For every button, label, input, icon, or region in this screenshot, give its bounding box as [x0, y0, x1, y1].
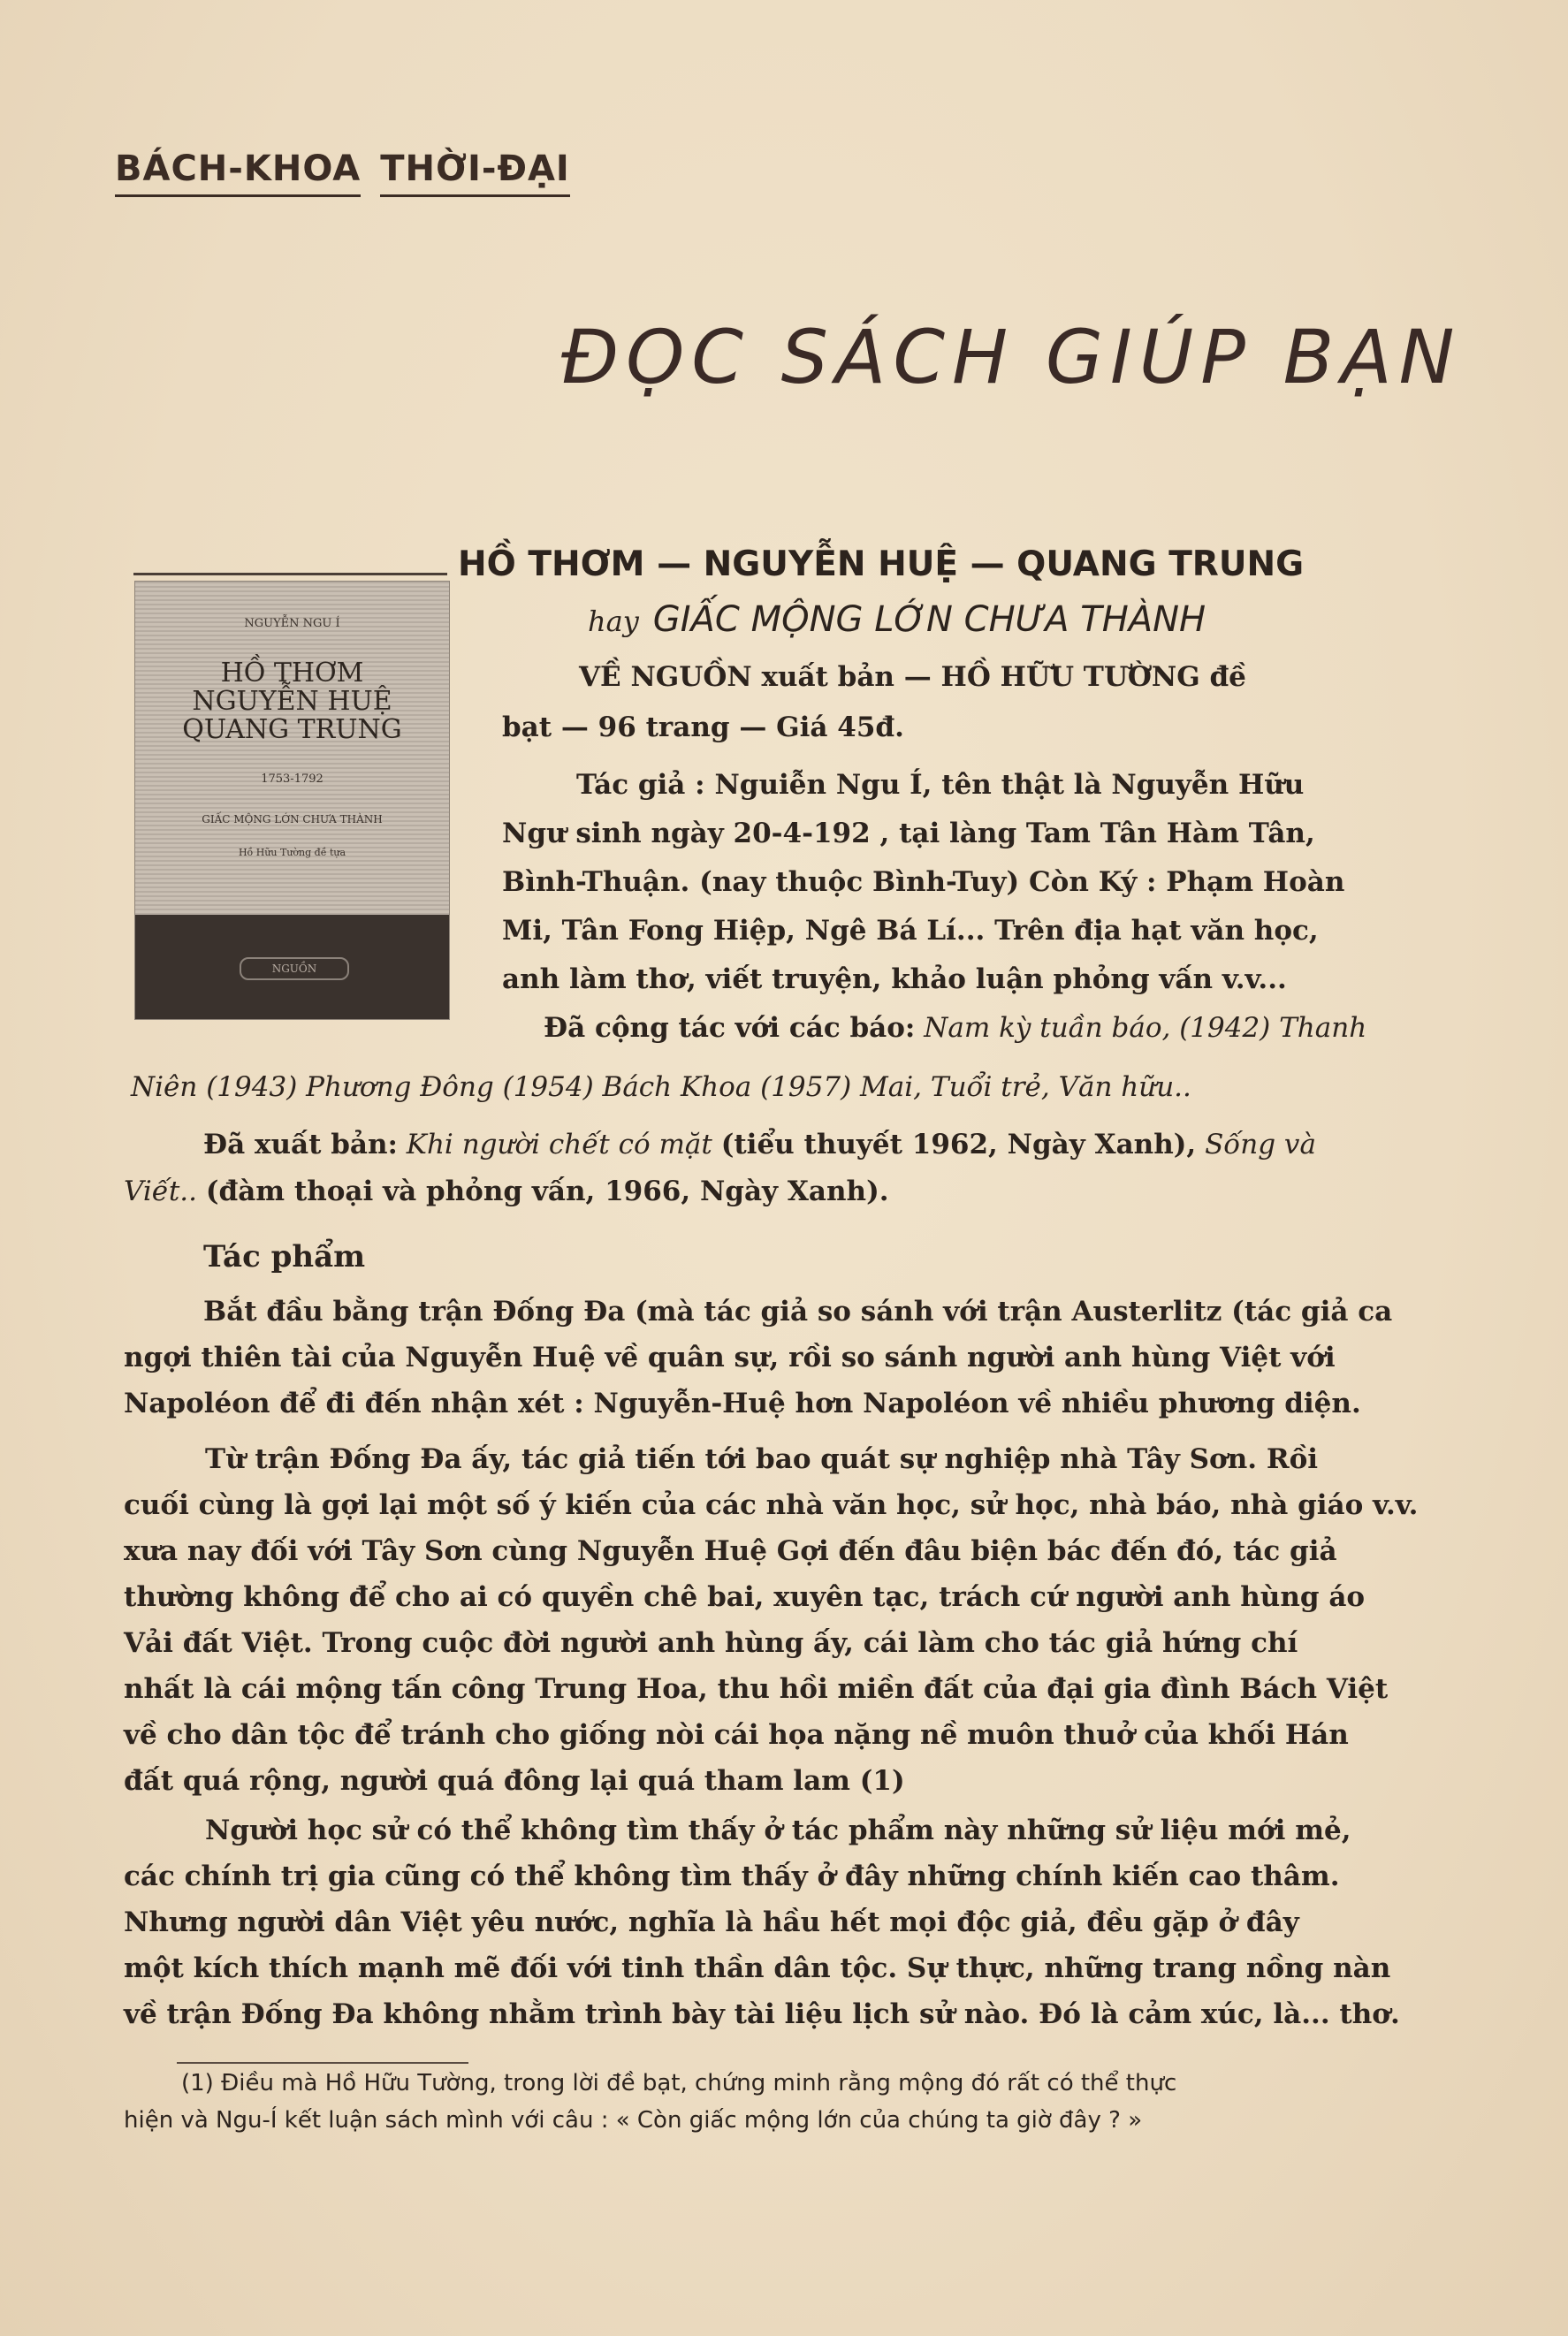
collab-papers: Nam kỳ tuần báo, (1942) Thanh: [924, 1012, 1367, 1044]
book-title: HỒ THƠM — NGUYỄN HUỆ — QUANG TRUNG: [458, 544, 1305, 584]
body-line: về trận Đống Đa không nhằm trình bày tài liệu lịch sử nào. Đó là cảm xúc, là... thơ.: [124, 1998, 1400, 2030]
body-line: nhất là cái mộng tấn công Trung Hoa, thu hồi miền đất của đại gia đình Bách Việt: [124, 1673, 1389, 1705]
cover-title-line: HỒ THƠM: [220, 658, 364, 689]
collab-line: [544, 1012, 1366, 1044]
body-line: Napoléon để đi đến nhận xét : Nguyễn-Huệ hơn Napoléon về nhiều phương diện.: [124, 1388, 1361, 1419]
book-subtitle-text: GIẤC MỘNG LỚN CHƯA THÀNH: [652, 599, 1206, 640]
published-note-2: (đàm thoại và phỏng vấn, 1966, Ngày Xanh).: [205, 1176, 889, 1207]
body-line: xưa nay đối với Tây Sơn cùng Nguyễn Huệ Gợi đến đâu biện bác đến đó, tác giả: [124, 1535, 1337, 1567]
body-line: cuối cùng là gợi lại một số ý kiến của các nhà văn học, sử học, nhà báo, nhà giáo v.v.: [124, 1489, 1419, 1521]
body-line: về cho dân tộc để tránh cho giống nòi cái họa nặng nề muôn thuở của khối Hán: [124, 1719, 1349, 1751]
book-cover-image: [134, 581, 450, 1020]
author-line: Ngư sinh ngày 20-4-192 , tại làng Tam Tân Hàm Tân,: [502, 818, 1315, 849]
published-work-1: Khi người chết có mặt: [406, 1129, 712, 1160]
cover-title: [135, 659, 449, 744]
cover-years: 1753-1792: [261, 772, 323, 786]
cover-subtitle: GIẤC MỘNG LỚN CHƯA THÀNH: [202, 813, 383, 826]
published-work-2-cont: Viết..: [124, 1176, 197, 1207]
author-line: Bình-Thuận. (nay thuộc Bình-Tuy) Còn Ký : Phạm Hoàn: [502, 866, 1345, 898]
cover-title-line: QUANG TRUNG: [182, 714, 402, 745]
cover-preface: Hồ Hữu Tường đề tựa: [238, 847, 346, 858]
section-title: ĐỌC SÁCH GIÚP BẠN: [561, 314, 1462, 400]
masthead-left: BÁCH-KHOA: [115, 148, 361, 197]
masthead-right: THỜI-ĐẠI: [380, 148, 570, 197]
body-line: ngợi thiên tài của Nguyễn Huệ về quân sự, rồi so sánh người anh hùng Việt với: [124, 1342, 1336, 1373]
masthead: [115, 148, 570, 197]
footnote-rule: [177, 2062, 468, 2064]
author-line: anh làm thơ, viết truyện, khảo luận phỏng vấn v.v...: [502, 963, 1287, 995]
cover-band: [135, 915, 449, 1019]
body-line: các chính trị gia cũng có thể không tìm thấy ở đây những chính kiến cao thâm.: [124, 1860, 1340, 1892]
book-subtitle-hay: hay: [588, 605, 639, 638]
body-line: Từ trận Đống Đa ấy, tác giả tiến tới bao quát sự nghiệp nhà Tây Sơn. Rồi: [205, 1443, 1319, 1475]
body-line: Vải đất Việt. Trong cuộc đời người anh hùng ấy, cái làm cho tác giả hứng chí: [124, 1627, 1298, 1659]
body-line: Bắt đầu bằng trận Đống Đa (mà tác giả so sánh với trận Austerlitz (tác giả ca: [203, 1296, 1393, 1328]
publication-line: VỀ NGUỒN xuất bản — HỒ HỮU TƯỜNG đề: [579, 661, 1246, 693]
published-line: [203, 1129, 1316, 1160]
cover-title-line: NGUYỄN HUỆ: [192, 686, 392, 717]
collab-line: Niên (1943) Phương Đông (1954) Bách Khoa (1957) Mai, Tuổi trẻ, Văn hữu..: [131, 1071, 1191, 1103]
publication-line: bạt — 96 trang — Giá 45đ.: [502, 711, 904, 743]
cover-author: NGUYỄN NGU Í: [244, 617, 340, 630]
published-line: [124, 1176, 889, 1207]
author-text: Nguiễn Ngu Í, tên thật là Nguyễn Hữu: [714, 769, 1305, 801]
body-line: Nhưng người dân Việt yêu nước, nghĩa là hầu hết mọi độc giả, đều gặp ở đây: [124, 1906, 1299, 1938]
published-lead: Đã xuất bản:: [203, 1129, 398, 1160]
published-work-2: Sống và: [1205, 1129, 1316, 1160]
body-line: Người học sử có thể không tìm thấy ở tác phẩm này những sử liệu mới mẻ,: [205, 1815, 1351, 1846]
work-heading: Tác phẩm: [203, 1239, 366, 1275]
cover-top-rule: [133, 573, 447, 575]
author-line: [576, 769, 1304, 801]
published-note-1: (tiểu thuyết 1962, Ngày Xanh),: [720, 1129, 1197, 1160]
footnote-line: (1) Điều mà Hồ Hữu Tường, trong lời đề bạt, chứng minh rằng mộng đó rất có thể thực: [181, 2070, 1177, 2096]
author-line: Mi, Tân Fong Hiệp, Ngê Bá Lí... Trên địa hạt văn học,: [502, 915, 1319, 947]
body-line: đất quá rộng, người quá đông lại quá tham lam (1): [124, 1765, 905, 1797]
collab-lead: Đã cộng tác với các báo:: [544, 1012, 916, 1044]
author-label: Tác giả :: [576, 769, 705, 801]
book-subtitle: [588, 599, 1206, 640]
body-line: một kích thích mạnh mẽ đối với tinh thần dân tộc. Sự thực, những trang nồng nàn: [124, 1952, 1391, 1984]
body-line: thường không để cho ai có quyền chê bai, xuyên tạc, trách cứ người anh hùng áo: [124, 1581, 1366, 1613]
footnote-line: hiện và Ngu-Í kết luận sách mình với câu : « Còn giấc mộng lớn của chúng ta giờ đây ? »: [124, 2107, 1143, 2134]
cover-publisher-logo: NGUỒN: [240, 957, 349, 980]
